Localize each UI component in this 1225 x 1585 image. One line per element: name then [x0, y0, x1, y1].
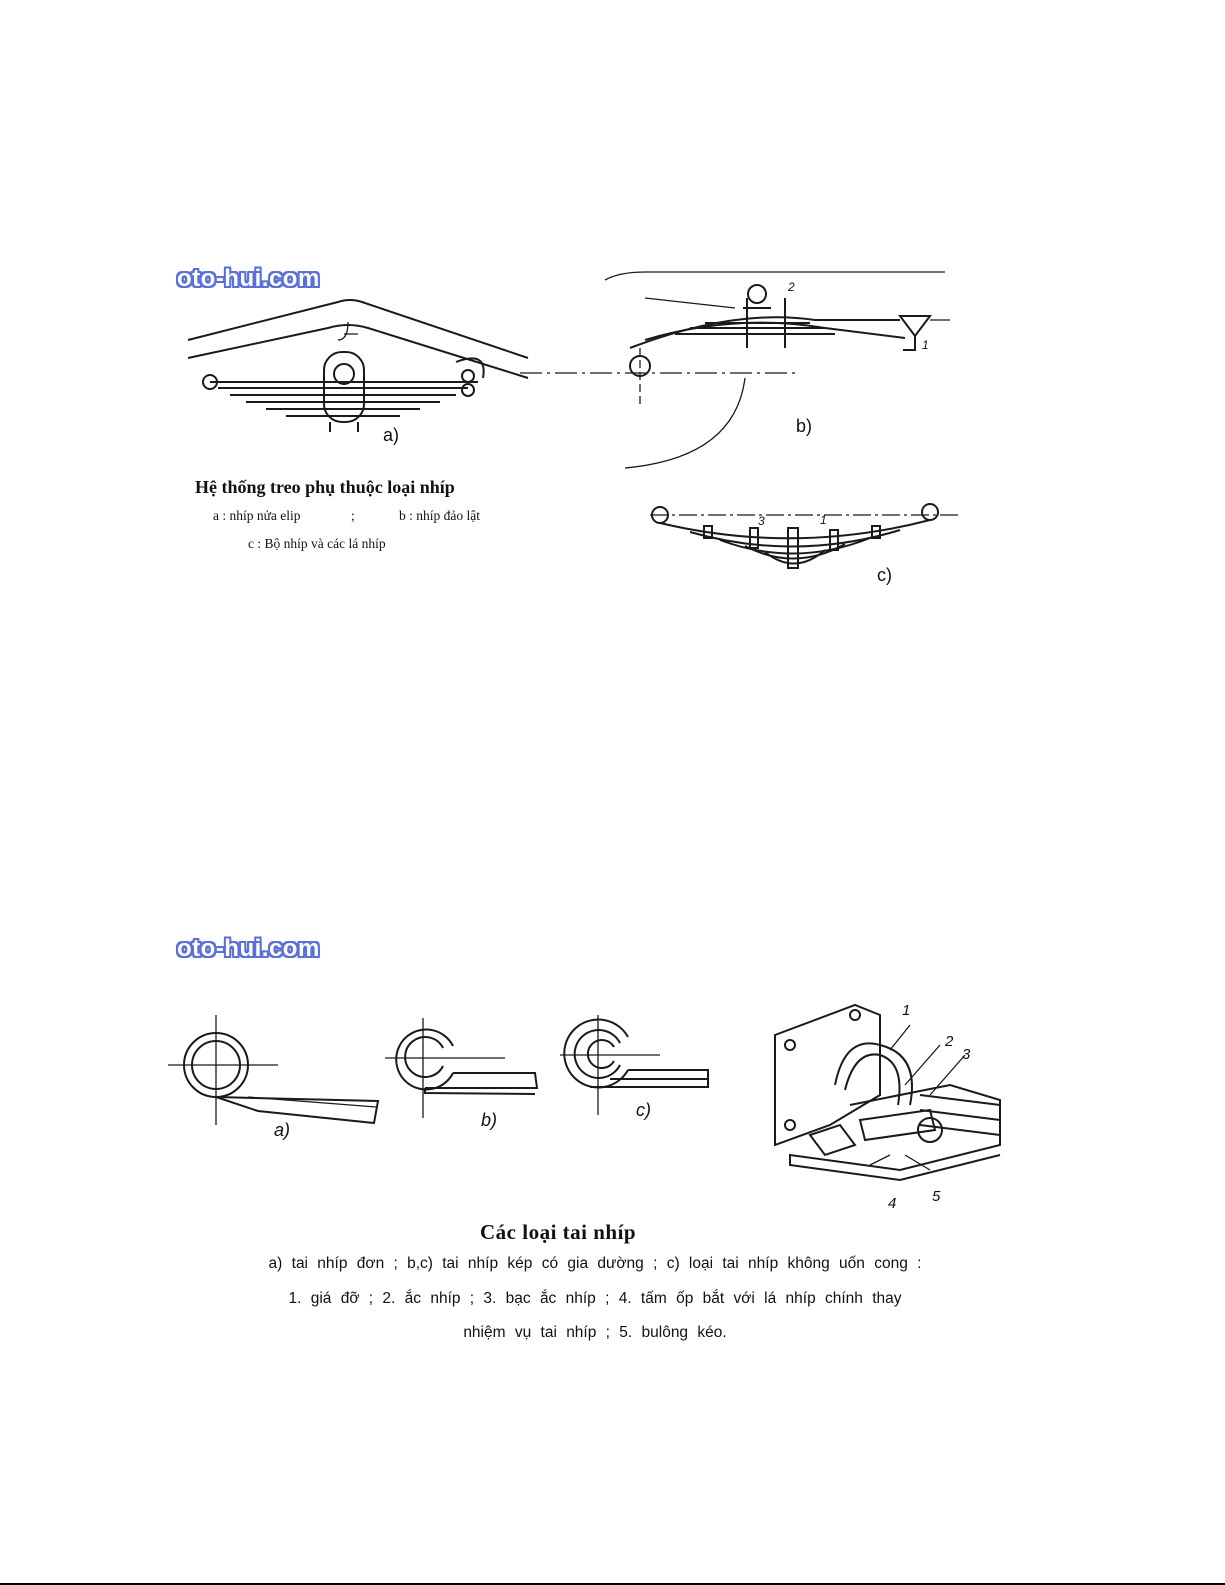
- figure2-label-c: c): [636, 1100, 651, 1120]
- figure2-part-4: 4: [888, 1195, 897, 1212]
- figure2-caption-line1: a) tai nhíp đơn ; b,c) tai nhíp kép có gia dường ; c) loại tai nhíp không uốn cong :: [268, 1255, 922, 1272]
- double-eye-b-drawing: [385, 1018, 555, 1128]
- figure1-caption-a: a : nhíp nửa elip: [213, 508, 301, 523]
- figure2-label-a: a): [274, 1120, 291, 1140]
- figure1-label-c: c): [877, 565, 892, 585]
- watermark-logo: oto-hui.com: [177, 265, 320, 292]
- single-spring-eye-drawing: [168, 1015, 388, 1135]
- figure1-c-part-3: 3: [758, 514, 765, 528]
- figure1-b-part-1: 1: [922, 338, 929, 352]
- figure2-caption-line2: 1. giá đỡ ; 2. ắc nhíp ; 3. bạc ắc nhíp ; 4. tấm ốp bắt với lá nhíp chính thay: [288, 1290, 902, 1307]
- figure2-part-5: 5: [932, 1188, 941, 1205]
- figure1-c-part-1: 1: [820, 513, 827, 527]
- figure2-caption-title: Các loại tai nhíp: [480, 1220, 637, 1244]
- watermark-logo-2: oto-hui.com: [177, 935, 320, 962]
- figure2-part-1: 1: [902, 1002, 911, 1019]
- figure2-caption-line3: nhiệm vụ tai nhíp ; 5. bulông kéo.: [463, 1324, 727, 1341]
- figure1-caption-title: Hệ thống treo phụ thuộc loại nhíp: [195, 477, 455, 497]
- figure2-part-2: 2: [945, 1033, 954, 1050]
- figure1-caption-separator: ;: [351, 508, 355, 523]
- figure1-b-part-2: 2: [788, 280, 795, 294]
- inverted-spring-drawing: [585, 268, 965, 478]
- figure1-label-a: a): [383, 425, 400, 445]
- semi-elliptic-spring-drawing: [188, 290, 548, 460]
- figure1-caption-b: b : nhíp đảo lật: [399, 508, 480, 523]
- figure2-label-b: b): [481, 1110, 498, 1130]
- leaf-spring-set-drawing: [650, 500, 960, 580]
- figure1-label-b: b): [796, 416, 813, 436]
- figure1-caption-c: c : Bộ nhíp và các lá nhíp: [248, 536, 386, 551]
- figure2-part-3: 3: [962, 1046, 971, 1063]
- spring-bracket-assembly-drawing: [770, 1005, 1010, 1195]
